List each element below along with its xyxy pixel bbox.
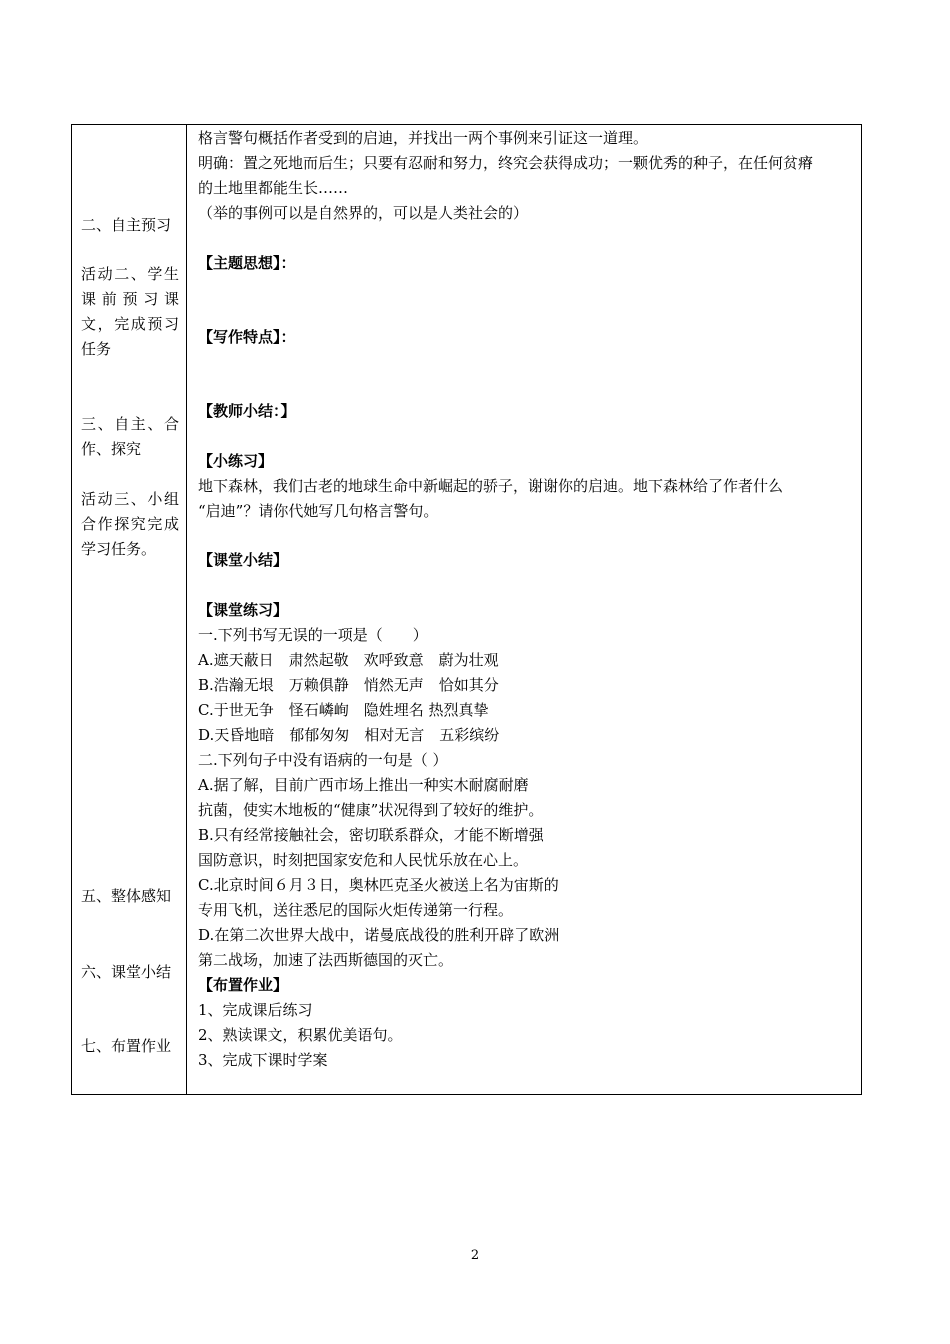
writing-heading: 【写作特点】： (198, 328, 296, 346)
section2-title: 二、自主预习 (81, 216, 172, 234)
class-practice-heading: 【课堂练习】 (198, 601, 289, 619)
teacher-summary-heading: 【教师小结：】 (198, 402, 296, 420)
mini-practice-text: “启迪”？请你代她写几句格言警句。 (198, 502, 439, 520)
activity3-text: 活动三、小组合作探究完成学习任务。 (81, 490, 179, 558)
homework-item: 2、熟读课文，积累优美语句。 (198, 1026, 403, 1044)
question2-option: 第二战场，加速了法西斯德国的灭亡。 (198, 951, 454, 969)
homework-heading: 【布置作业】 (198, 976, 289, 994)
question2-option: 专用飞机，送往悉尼的国际火炬传递第一行程。 (198, 901, 514, 919)
question1-option: C.于世无争 怪石嶙峋 隐姓埋名 热烈真挚 (198, 701, 489, 719)
left-column (72, 125, 187, 1094)
right-column (187, 125, 861, 1094)
mini-practice-heading: 【小练习】 (198, 452, 274, 470)
question2-option: D.在第二次世界大战中，诺曼底战役的胜利开辟了欧洲 (198, 926, 560, 944)
activity2-text: 活动二、学生课前预习课文，完成预习任务 (81, 265, 179, 358)
page-number: 2 (470, 1248, 480, 1263)
question1-stem: 一.下列书写无误的一项是（ ） (198, 626, 428, 644)
section3-title: 三、自主、合作、探究 (81, 415, 179, 458)
mini-practice-text: 地下森林，我们古老的地球生命中新崛起的骄子，谢谢你的启迪。地下森林给了作者什么 (198, 477, 784, 495)
section7-title: 七、布置作业 (81, 1037, 172, 1055)
question1-option: A.遮天蔽日 肃然起敬 欢呼致意 蔚为壮观 (198, 651, 499, 669)
question2-option: 抗菌，使实木地板的“健康”状况得到了较好的维护。 (198, 801, 544, 819)
question2-stem: 二.下列句子中没有语病的一句是（ ） (198, 751, 448, 769)
question2-option: B.只有经常接触社会，密切联系群众，才能不断增强 (198, 826, 544, 844)
question2-option: A.据了解，目前广西市场上推出一种实木耐腐耐磨 (198, 776, 529, 794)
intro-line: 明确：置之死地而后生；只要有忍耐和努力，终究会获得成功；一颗优秀的种子，在任何贫瘠 (198, 154, 814, 172)
theme-heading: 【主题思想】： (198, 254, 296, 272)
homework-item: 1、完成课后练习 (198, 1001, 313, 1019)
question1-option: D.天昏地暗 郁郁匆匆 相对无言 五彩缤纷 (198, 726, 500, 744)
intro-line: 格言警句概括作者受到的启迪，并找出一两个事例来引证这一道理。 (198, 129, 649, 147)
question2-option: C.北京时间６月３日，奥林匹克圣火被送上名为宙斯的 (198, 876, 559, 894)
section6-title: 六、课堂小结 (81, 963, 172, 981)
class-summary-heading: 【课堂小结】 (198, 551, 289, 569)
intro-line: 的土地里都能生长…… (198, 179, 349, 197)
lesson-table (71, 124, 862, 1095)
question2-option: 国防意识，时刻把国家安危和人民忧乐放在心上。 (198, 851, 529, 869)
intro-note: （举的事例可以是自然界的，可以是人类社会的） (198, 204, 529, 222)
homework-item: 3、完成下课时学案 (198, 1051, 328, 1069)
section5-title: 五、整体感知 (81, 887, 172, 905)
question1-option: B.浩瀚无垠 万赖俱静 悄然无声 恰如其分 (198, 676, 499, 694)
